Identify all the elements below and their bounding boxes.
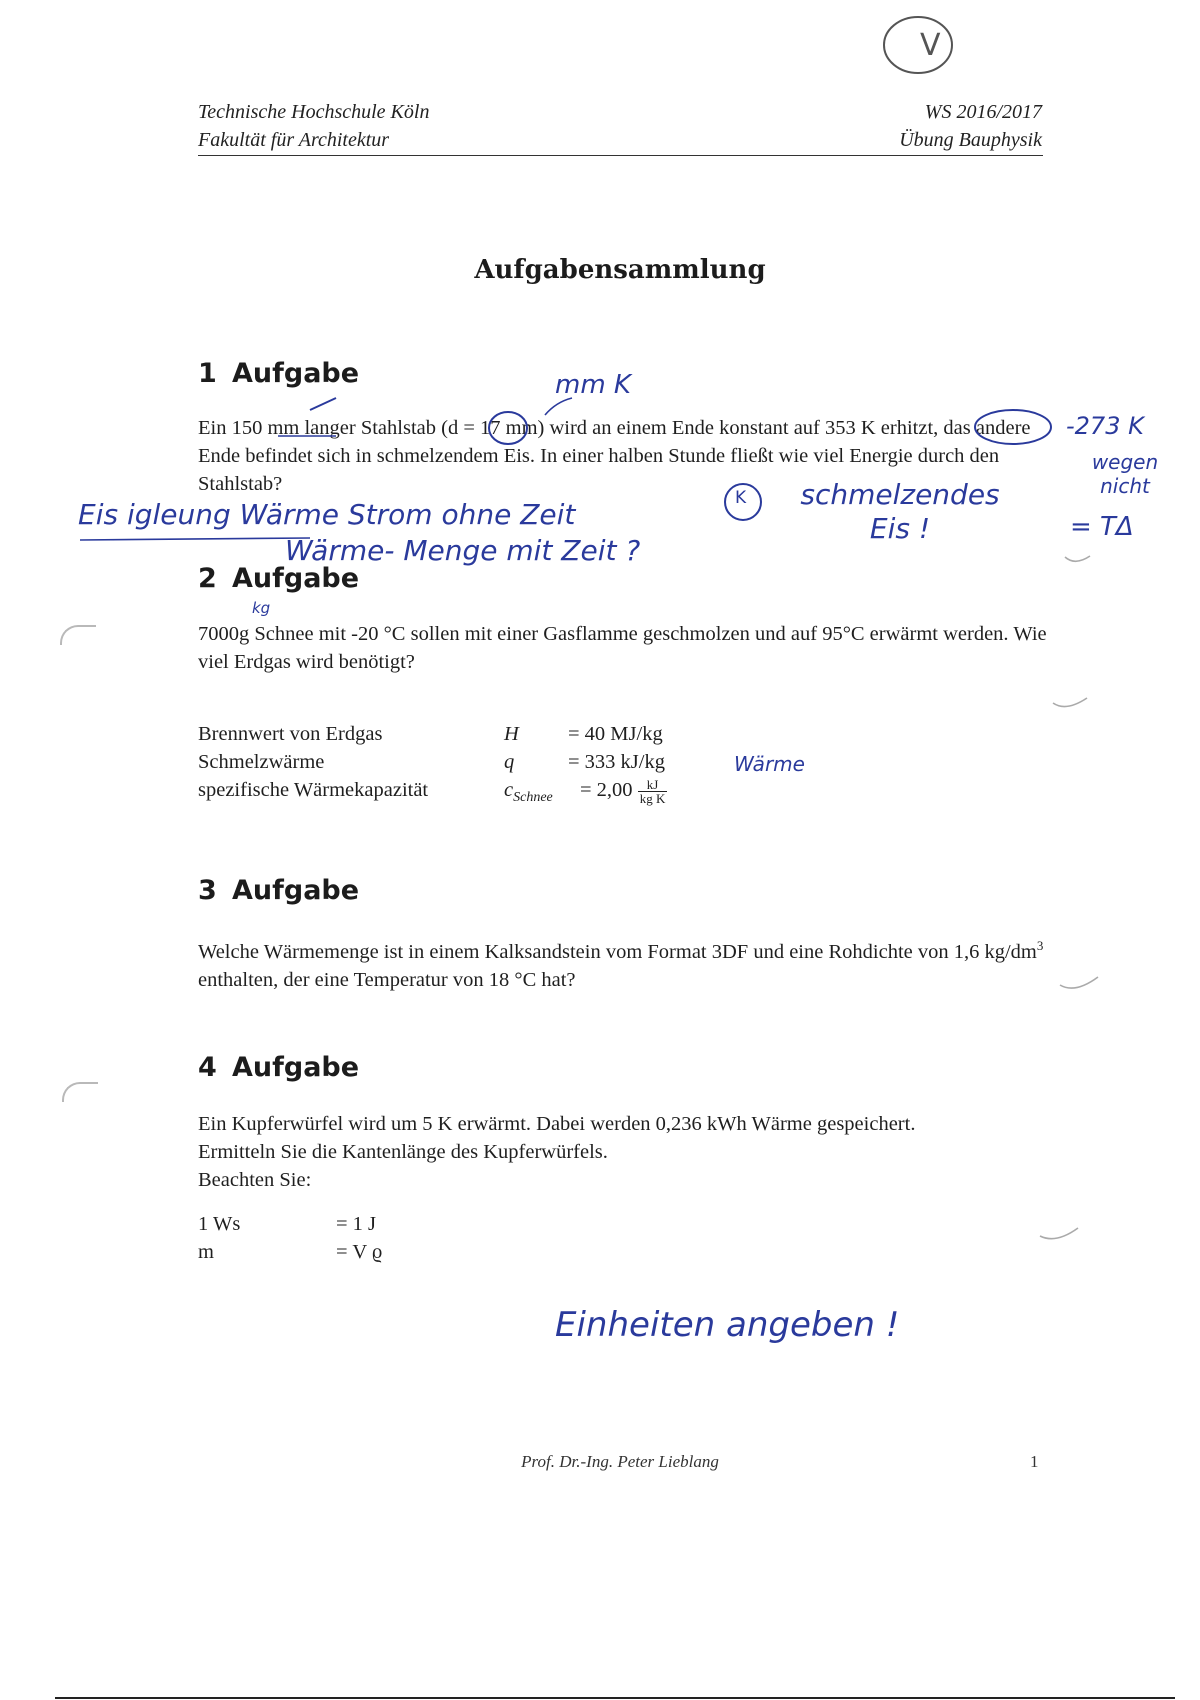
unit-value: = 1 J (336, 1213, 377, 1235)
constant-label: spezifische Wärmekapazität (198, 779, 429, 801)
unit-denominator: kg K (639, 790, 666, 806)
section-4-line: Ein Kupferwürfel wird um 5 K erwärmt. Dabei werden 0,236 kWh Wärme gespeichert. (198, 1113, 916, 1135)
section-heading-text: Aufgabe (232, 563, 360, 594)
constant-symbol: c (504, 779, 514, 801)
section-2-heading (198, 563, 359, 594)
page-number: 1 (1030, 1452, 1039, 1471)
handwritten-note-line1: Eis igleung Wärme Strom ohne Zeit (78, 498, 576, 531)
institution-name: Technische Hochschule Köln (198, 101, 430, 123)
annotation-tick (310, 398, 336, 410)
annotation-underline (80, 538, 310, 540)
section-1-text: Ein 150 mm langer Stahlstab (d = 17 mm) wird an einem Ende konstant auf 353 K erhitzt, das andere Ende befindet sich in schmelzendem Eis. In einer halben Stunde fließt wie viel Energie durch den Stahlstab? (198, 417, 1031, 495)
unit-label: 1 Ws (198, 1213, 241, 1235)
section-number: 2 (198, 563, 217, 594)
check-mark (1053, 698, 1087, 707)
superscript: 3 (1036, 938, 1044, 953)
section-3-text-end: enthalten, der eine Temperatur von 18 °C hat? (198, 968, 576, 991)
constant-value: = 333 kJ/kg (568, 751, 665, 773)
section-3-text (198, 932, 1048, 994)
constant-symbol: q (504, 751, 515, 773)
scan-mark (62, 1082, 98, 1102)
check-mark (1060, 977, 1098, 988)
table-row (198, 1210, 382, 1238)
section-number: 3 (198, 875, 217, 906)
section-number: 1 (198, 358, 217, 389)
handwritten-note-units: mm K (555, 370, 631, 400)
grade-mark: V (920, 28, 941, 63)
faculty-name: Fakultät für Architektur (198, 129, 390, 151)
handwritten-note-delta: = TΔ (1070, 512, 1134, 542)
handwritten-note-line2: Wärme- Menge mit Zeit ? (285, 534, 641, 567)
header-divider (198, 155, 1043, 156)
section-4-text (198, 1110, 1048, 1194)
section-3-text-main: Welche Wärmemenge ist in einem Kalksandstein vom Format 3DF und eine Rohdichte von 1,6 kg/dm (198, 940, 1037, 963)
section-1-heading (198, 358, 359, 389)
section-4-heading (198, 1052, 359, 1083)
unit-fraction (638, 778, 668, 805)
handwritten-note-schmelzendes: schmelzendes Eis ! (800, 478, 1000, 545)
page-title: Aufgabensammlung (474, 255, 766, 285)
header-right (899, 98, 1042, 154)
table-row (198, 748, 667, 776)
section-heading-text: Aufgabe (232, 1052, 360, 1083)
constant-symbol-subscript: Schnee (513, 790, 553, 806)
unit-value: = V ϱ (336, 1241, 383, 1263)
grade-circle (884, 17, 952, 73)
constant-symbol: H (504, 723, 519, 745)
semester: WS 2016/2017 (924, 101, 1042, 123)
handwritten-note-273: -273 K (1066, 412, 1144, 440)
course-name: Übung Bauphysik (899, 129, 1042, 151)
section-2-text: 7000g Schnee mit -20 °C sollen mit einer Gasflamme geschmolzen und auf 95°C erwärmt werden. Wie viel Erdgas wird benötigt? (198, 623, 1047, 673)
section-2-constants-table (198, 720, 667, 810)
section-4-units-table (198, 1210, 382, 1266)
constant-label: Brennwert von Erdgas (198, 723, 383, 745)
footer-author: Prof. Dr.-Ing. Peter Lieblang (521, 1452, 719, 1471)
constant-label: Schmelzwärme (198, 751, 325, 773)
section-4-line: Ermitteln Sie die Kantenlänge des Kupferwürfels. (198, 1141, 608, 1163)
table-row (198, 720, 667, 748)
header-left (198, 98, 429, 154)
table-row (198, 1238, 382, 1266)
annotation-arrow (545, 398, 572, 415)
handwritten-note-wegen: wegen nicht (1091, 450, 1159, 498)
table-row (198, 776, 667, 810)
unit-label: m (198, 1241, 214, 1263)
constant-value: = 40 MJ/kg (568, 723, 663, 745)
section-heading-text: Aufgabe (232, 875, 360, 906)
check-mark (1040, 1228, 1078, 1239)
section-heading-text: Aufgabe (232, 358, 360, 389)
constant-value: = 2,00 (580, 779, 633, 801)
section-3-heading (198, 875, 359, 906)
handwritten-note-kg: kg (252, 599, 271, 617)
scan-mark (60, 625, 96, 645)
unit-numerator: kJ (638, 778, 668, 792)
handwritten-note-warme: Wärme (734, 752, 805, 776)
check-mark (1065, 556, 1090, 561)
bottom-edge-line (55, 1697, 1175, 1699)
section-number: 4 (198, 1052, 217, 1083)
handwritten-circled-letter: K (735, 488, 747, 508)
handwritten-note-einheiten: Einheiten angeben ! (555, 1305, 900, 1345)
section-4-line: Beachten Sie: (198, 1169, 312, 1191)
